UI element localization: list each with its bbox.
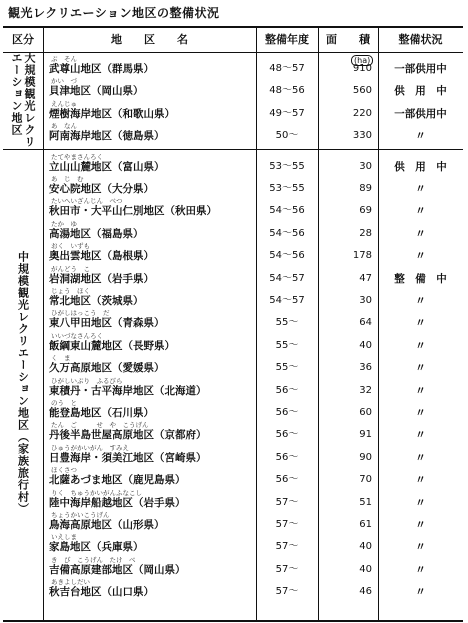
table-row [43,77,463,99]
district-name-cell [43,153,256,175]
year-cell: 56〜 [275,474,299,486]
year-cell: 54〜56 [269,250,305,262]
district-name-cell [43,489,256,511]
year-cell: 50〜 [275,130,299,142]
district-name-cell [43,55,256,77]
year-cell: 55〜 [275,362,299,374]
district-name-cell [43,354,256,376]
status-cell: 〃 [415,429,426,442]
district-name: 常北地区（茨城県） [49,295,144,307]
district-name-cell [43,197,256,219]
district-name-cell [43,220,256,242]
district-name: 東八甲田地区（青森県） [49,317,165,330]
year-cell: 54〜57 [269,272,305,284]
district-name-cell [43,77,256,99]
status-cell: 〃 [415,130,426,143]
area-value: 330 [352,130,372,142]
status-cell: 整 備 中 [394,272,447,285]
year-cell: 54〜56 [269,205,305,217]
table-row [43,421,463,443]
district-name: 丹後半島世屋高原地区（京都府） [49,429,207,442]
area-value: 178 [352,250,372,262]
furigana-reading: ひがしはっこう だ [51,309,110,318]
year-cell: 53〜55 [269,183,305,194]
table-row [43,197,463,219]
status-cell: 〃 [415,563,426,576]
status-cell: 供 用 中 [394,85,447,98]
table-row [43,399,463,421]
table-row [43,489,463,511]
year-cell: 56〜 [275,407,299,418]
area-value: 60 [359,407,372,418]
district-name: 陸中海岸船越地区（岩手県） [49,496,186,509]
year-cell: 56〜 [275,451,299,463]
district-name: 家島地区（兵庫県） [49,541,144,554]
table-row [43,55,463,77]
status-cell: 〃 [415,295,426,307]
header-category: 区分 [3,28,43,53]
status-cell: 〃 [415,362,426,375]
status-cell: 〃 [415,496,426,509]
category-label-cell [3,149,43,618]
area-value: 46 [359,586,372,598]
district-name-cell [43,377,256,399]
status-cell: 〃 [415,541,426,554]
status-cell: 〃 [415,384,426,397]
table-row [43,556,463,578]
furigana-reading: あ じ む [51,175,84,183]
document-title: 観光レクリエーション地区の整備状況 [8,6,220,20]
area-value: 89 [359,183,372,194]
area-value: 90 [359,451,372,463]
district-name: 秋吉台地区（山口県） [49,586,154,599]
district-name-cell [43,511,256,533]
district-name: 北薩あづま地区（鹿児島県） [49,474,186,487]
table-row [43,444,463,466]
district-name-cell [43,309,256,331]
area-value: 30 [359,295,372,306]
area-value: 32 [359,384,372,396]
district-name-cell [43,556,256,578]
year-cell: 57〜 [275,496,299,508]
area-value: 64 [359,317,372,329]
district-name: 阿南海岸地区（徳島県） [49,130,165,143]
furigana-reading: ぶ そん [51,55,77,63]
district-name: 立山山麓地区（富山県） [49,160,165,173]
district-name-cell [43,242,256,264]
district-name-cell [43,578,256,600]
table-row [43,265,463,287]
furigana-reading: あ なん [51,122,77,131]
year-cell: 55〜 [275,317,299,329]
district-name: 日豊海岸・須美江地区（宮崎県） [49,451,207,464]
furigana-reading: ちょうかいこうげん [51,511,110,519]
status-cell: 一部供用中 [394,63,447,75]
district-name: 煙樹海岸地区（和歌山県） [49,107,175,120]
area-value: 40 [359,541,372,553]
district-name: 秋田市・大平山仁別地区（秋田県） [49,205,217,218]
district-name-cell [43,421,256,443]
status-cell: 〃 [415,474,426,487]
year-cell: 48〜57 [269,63,305,74]
district-name: 東積丹・古平海岸地区（北海道） [49,384,207,397]
status-cell: 〃 [415,205,426,218]
furigana-reading: ほくさつ [51,466,77,475]
furigana-reading: あきよしだい [51,578,90,587]
district-name-cell [43,122,256,144]
table-row [43,242,463,264]
area-value: 69 [359,205,372,217]
year-cell: 57〜 [275,586,299,598]
furigana-reading: いいづなさんろく [51,331,103,340]
year-cell: 54〜56 [269,227,305,239]
area-value: 28 [359,227,372,239]
furigana-reading: く ま [51,354,71,363]
header-area: 面 積 [318,28,378,53]
area-value: 47 [359,272,372,284]
status-cell: 供 用 中 [394,160,447,173]
header-year: 整備年度 [256,28,318,53]
district-name: 岩洞湖地区（岩手県） [49,272,154,285]
year-cell: 57〜 [275,563,299,575]
table-row [43,122,463,144]
area-value: 40 [359,563,372,575]
status-cell: 一部供用中 [394,107,447,120]
area-value: 51 [359,496,372,508]
status-cell: 〃 [415,519,426,531]
district-name: 貝津地区（岡山県） [49,85,144,98]
district-name-cell [43,332,256,354]
area-value: 560 [352,85,372,97]
status-cell: 〃 [415,250,426,263]
status-cell: 〃 [415,586,426,599]
status-cell: 〃 [415,407,426,419]
district-name: 安心院地区（大分県） [49,183,154,195]
district-name-cell [43,466,256,488]
district-name: 奥出雲地区（島根県） [49,250,154,263]
table-row [43,533,463,555]
table-row [43,175,463,197]
district-name-cell [43,533,256,555]
year-cell: 48〜56 [269,85,305,97]
header-status: 整備状況 [378,28,463,53]
table-row [43,578,463,600]
table-row [43,309,463,331]
table-row [43,377,463,399]
area-value: 220 [352,107,372,119]
year-cell: 57〜 [275,541,299,553]
year-cell: 53〜55 [269,160,305,172]
district-name: 久万高原地区（愛媛県） [49,362,165,375]
year-cell: 55〜 [275,339,299,351]
district-name: 能登島地区（石川県） [49,407,154,419]
table-row [43,511,463,533]
furigana-reading: ひゅうがかいがん すみえ [51,443,129,452]
category-label: 大規模観光レクリ エーション地区 [10,52,36,149]
area-value: 910 [352,63,372,74]
area-cell [318,129,378,151]
furigana-reading: かい づ [51,77,77,86]
district-name-cell [43,265,256,287]
area-value: 40 [359,339,372,351]
table-row [43,466,463,488]
furigana-reading: のう と [51,399,77,407]
year-cell: 56〜 [275,429,299,441]
district-name-cell [43,100,256,122]
furigana-reading: たか ゆ [51,219,77,228]
district-name: 吉備高原建部地区（岡山県） [49,563,186,576]
year-cell: 56〜 [275,384,299,396]
area-value: 61 [359,519,372,530]
furigana-reading: じょう ほく [51,287,90,295]
furigana-reading: えんじゅ [51,99,77,108]
furigana-reading: りく ちゅうかいがんふなこし [51,488,142,497]
district-name: 武尊山地区（群馬県） [49,63,154,75]
furigana-reading: たてやまさんろく [51,152,103,161]
furigana-reading: き び こうげん たけ べ [51,555,136,564]
area-value: 36 [359,362,372,374]
status-cell: 〃 [415,317,426,330]
year-cell: 49〜57 [269,107,305,119]
district-status-table [3,26,463,622]
district-name-cell [43,399,256,421]
table-row [43,100,463,122]
district-name: 鳥海高原地区（山形県） [49,519,165,531]
area-unit-label: (ha) [351,55,373,66]
status-cell: 〃 [415,227,426,240]
table-row [43,220,463,242]
furigana-reading: いえしま [51,533,77,542]
furigana-reading: ひがしいぶり ふるびら [51,376,123,385]
furigana-reading: がんどう こ [51,264,90,273]
district-name-cell [43,287,256,309]
furigana-reading: おく いずも [51,242,90,251]
year-cell: 54〜57 [269,295,305,306]
table-row [43,332,463,354]
area-value: 30 [359,160,372,172]
district-name: 飯綱東山麓地区（長野県） [49,339,175,352]
category-label-cell [3,52,43,149]
furigana-reading: たいへいざんじん べつ [51,197,123,206]
district-name: 高湯地区（福島県） [49,227,144,240]
area-cell [318,585,378,607]
status-cell: 〃 [415,339,426,352]
year-cell: 57〜 [275,519,299,530]
district-name-cell [43,175,256,197]
status-cell: 〃 [415,183,426,195]
district-name-cell [43,444,256,466]
area-value: 91 [359,429,372,441]
header-district: 地 区 名 [43,28,256,53]
table-row [43,354,463,376]
table-row [43,153,463,175]
category-label: 中規模観光レクリエーション地区（家族旅行村） [16,251,30,516]
table-row [43,287,463,309]
status-cell: 〃 [415,451,426,464]
furigana-reading: たん ご せ や こうげん [51,421,149,430]
area-value: 70 [359,474,372,486]
